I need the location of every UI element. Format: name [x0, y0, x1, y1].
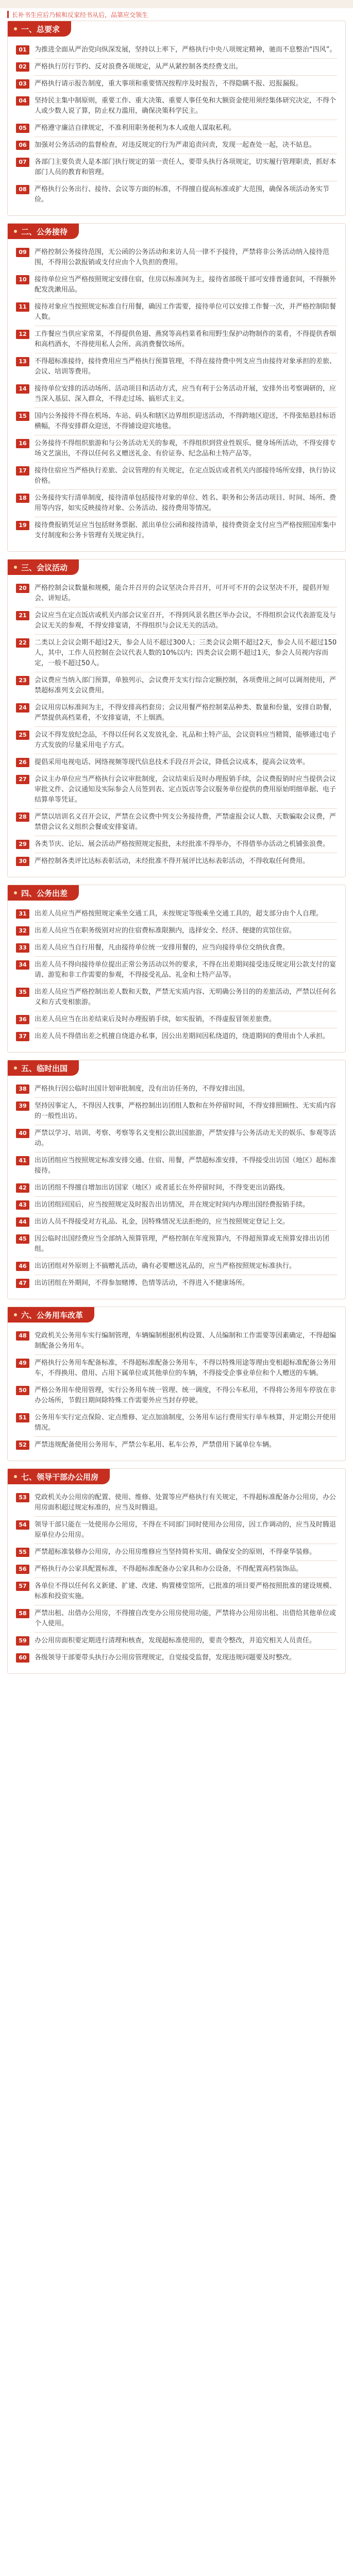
footer — [0, 1681, 353, 1700]
item-text: 严格公务用车使用管理，实行公务用车统一管理、统一调度，不得公车私用，不得将公务用车停放在非办公场所，节假日期间除特殊工作需要外应当封存停驶。 — [35, 1386, 337, 1404]
item-number-badge: 01 — [16, 45, 29, 55]
item-text: 公务接待不得组织旅游和与公务活动无关的参观，不得组织到营业性娱乐、健身场所活动，不得安排专场文艺演出，不得以任何名义赠送礼金、有价证券、纪念品和土特产品等。 — [35, 439, 337, 457]
item-text: 出访人员不得接受对方礼品、礼金，因特殊情况无法拒绝的，应当按照规定登记上交。 — [35, 1218, 290, 1226]
item-text: 出差人员应当自行用餐，凡由接待单位统一安排用餐的，应当向接待单位交纳伙食费。 — [35, 944, 290, 952]
item-text: 严格执行请示报告制度，重大事项和重要情况按程序及时报告，不得隐瞒不报、迟报漏报。 — [35, 80, 303, 88]
section-header — [8, 1060, 79, 1076]
list-item — [16, 1633, 337, 1649]
item-number-badge: 32 — [16, 926, 29, 936]
item-number-badge: 29 — [16, 840, 29, 849]
item-text: 各级领导干部要带头执行办公用房管理规定，自觉接受监督，发现违规问题要及时整改。 — [35, 1654, 296, 1662]
item-text: 各部门主要负责人是本部门执行规定的第一责任人，要带头执行各项规定，切实履行管理职责，抓好本部门人员的教育和管理。 — [35, 158, 337, 176]
section-title: 七、领导干部办公用房 — [21, 1472, 99, 1482]
item-text: 坚持民主集中制原则，重要工作、重大决策、重要人事任免和大额资金使用须经集体研究决定，不得个人或少数人说了算，防止权力滥用，确保决策科学民主。 — [35, 97, 337, 115]
item-number-badge: 44 — [16, 1217, 29, 1227]
section-header — [8, 560, 79, 575]
item-text: 出访团组对外原则上不搞赠礼活动，确有必要赠送礼品的，应当严格按照规定标准执行。 — [35, 1262, 296, 1270]
item-number-badge: 54 — [16, 1520, 29, 1530]
item-text: 党政机关办公用房的配置、使用、维修、处置等应严格执行有关规定，不得超标准配备办公用房，办公用房面积超过规定标准的，应当及时腾退。 — [35, 1494, 337, 1512]
list-item — [16, 700, 337, 726]
list-item — [16, 1355, 337, 1382]
list-item — [16, 1258, 337, 1275]
item-number-badge: 60 — [16, 1653, 29, 1663]
list-item — [16, 727, 337, 754]
item-number-badge: 17 — [16, 466, 29, 476]
section-title: 一、总要求 — [21, 25, 60, 34]
list-item — [16, 1081, 337, 1097]
section-title: 二、公务接待 — [21, 227, 68, 236]
item-number-badge: 12 — [16, 330, 29, 339]
item-text: 严禁超标准装修办公用房，办公用房维修应当坚持简朴实用、确保安全的原则，不得豪华装修。 — [35, 1548, 316, 1556]
list-item — [16, 1410, 337, 1436]
item-number-badge: 26 — [16, 758, 29, 767]
list-item — [16, 1578, 337, 1605]
section-gap — [0, 1299, 353, 1307]
item-text: 出差人员不得借出差之机擅自绕道办私事，因公出差期间因私绕道的，绕道期间的费用由个人承担。 — [35, 1032, 330, 1040]
item-text: 严格执行因公临时出国计划审批制度，没有出访任务的，不得安排出国。 — [35, 1085, 249, 1093]
list-item — [16, 272, 337, 298]
section-gap — [0, 877, 353, 885]
item-number-badge: 37 — [16, 1032, 29, 1041]
list-item — [16, 607, 337, 634]
item-text: 会议主办单位应当严格执行会议审批制度，会议结束后及时办理报销手续，会议费报销时应当提供会议审批文件、会议通知及实际参会人员签到表、定点饭店等会议服务单位提供的费用原始明细单据、电子结算单等凭证。 — [35, 775, 337, 804]
list-item — [16, 490, 337, 517]
item-number-badge: 58 — [16, 1609, 29, 1618]
item-text: 各类节庆、论坛、展会活动严格按照规定报批，未经批准不得举办，不得借举办活动之机铺张浪费。 — [35, 840, 330, 848]
item-text: 工作餐应当供应家常菜，不得提供鱼翅、燕窝等高档菜肴和用野生保护动物制作的菜肴，不得提供香烟和高档酒水，不得使用私人会所、高消费餐饮场所。 — [35, 330, 337, 348]
item-number-badge: 16 — [16, 439, 29, 448]
list-item — [16, 1605, 337, 1632]
list-item — [16, 635, 337, 672]
item-text: 接待对象应当按照规定标准自行用餐，确因工作需要，接待单位可以安排工作餐一次，并严格控制陪餐人数。 — [35, 303, 337, 321]
list-item — [16, 672, 337, 699]
item-number-badge: 47 — [16, 1279, 29, 1288]
list-item — [16, 771, 337, 808]
list-item — [16, 906, 337, 922]
list-item — [16, 580, 337, 607]
bullet-dot-icon — [14, 1475, 17, 1478]
list-item — [16, 181, 337, 208]
list-item — [16, 1328, 337, 1354]
item-text: 严格控制公务接待范围，无公函的公务活动和来访人员一律不予接待，严禁将非公务活动纳入接待范围，不得用公款报销或支付应由个人负担的费用。 — [35, 248, 330, 266]
item-number-badge: 39 — [16, 1101, 29, 1111]
item-text: 提倡采用电视电话、网络视频等现代信息技术手段召开会议，降低会议成本，提高会议效率。 — [35, 758, 310, 766]
item-text: 出访团组不得擅自增加出访国家（地区）或者延长在外停留时间，不得变更出访路线。 — [35, 1184, 290, 1192]
section-gap — [0, 1674, 353, 1681]
item-text: 会议用房以标准间为主，不得安排高档套房；会议用餐严格控制菜品种类、数量和份量，安排自助餐，严禁提供高档菜肴，不安排宴请，不上烟酒。 — [35, 704, 337, 722]
list-item — [16, 1098, 337, 1125]
item-text: 不得超标准接待，接待费用应当严格执行预算管理，不得在接待费中列支应当由接待对象承担的差旅、会议、培训等费用。 — [35, 358, 337, 376]
item-number-badge: 18 — [16, 494, 29, 503]
item-text: 会议费应当纳入部门预算，单独列示，会议费开支实行综合定额控制，各项费用之间可以调剂使用，严禁超标准列支会议费用。 — [35, 676, 337, 694]
item-number-badge: 15 — [16, 412, 29, 421]
section-gap — [0, 1461, 353, 1468]
item-text: 公务接待实行清单制度，接待清单包括接待对象的单位、姓名、职务和公务活动项目、时间、场所、费用等内容，如实反映接待对象、公务活动、接待费用等情况。 — [35, 494, 337, 512]
item-number-badge: 33 — [16, 943, 29, 953]
item-text: 接待单位应当严格按照规定安排住宿，住房以标准间为主，接待省部级干部可安排普通套间，不得额外配发洗漱用品。 — [35, 276, 337, 294]
item-text: 严禁出租、出借办公用房，不得擅自改变办公用房使用功能，严禁将办公用房出租、出借给其他单位或个人使用。 — [35, 1609, 337, 1628]
list-item — [16, 1197, 337, 1213]
item-text: 二类以上会议会期不超过2天，参会人员不超过300人；三类会议会期不超过2天，参会人员不超过150人，其中，工作人员控制在会议代表人数的10%以内；四类会议会期不超过1天，参会人员视内容而定，一般不超过50人。 — [35, 639, 337, 667]
item-number-badge: 53 — [16, 1493, 29, 1502]
item-number-badge: 35 — [16, 988, 29, 997]
item-number-badge: 20 — [16, 584, 29, 593]
section — [7, 1060, 346, 1299]
item-text: 出访团组应当按照规定标准安排交通、住宿、用餐，严禁超标准安排，不得接受出访国（地区）超标准接待。 — [35, 1157, 337, 1175]
item-text: 出差人员应当在出差结束后及时办理报销手续，如实报销，不得虚报冒领差旅费。 — [35, 1015, 276, 1023]
section — [7, 559, 346, 877]
bullet-dot-icon — [14, 1066, 17, 1070]
item-text: 严格遵守廉洁自律规定，不准利用职务便利为本人或他人谋取私利。 — [35, 124, 236, 132]
section-title: 三、会议活动 — [21, 563, 68, 572]
item-text: 严格控制会议数量和规模，能合并召开的会议坚决合并召开，可开可不开的会议坚决不开，提倡开短会、讲短话。 — [35, 584, 330, 602]
list-item — [16, 1561, 337, 1578]
item-number-badge: 30 — [16, 857, 29, 866]
section-header — [8, 21, 71, 37]
item-number-badge: 48 — [16, 1331, 29, 1341]
list-item — [16, 381, 337, 408]
item-number-badge: 36 — [16, 1015, 29, 1024]
section-header — [8, 1469, 110, 1484]
item-number-badge: 27 — [16, 775, 29, 784]
item-number-badge: 45 — [16, 1234, 29, 1244]
item-text: 加强对公务活动的监督检查，对违反规定的行为严肃追责问责，发现一起查处一起，决不姑息。 — [35, 141, 316, 149]
item-text: 出差人员应当严格控制出差人数和天数，严禁无实质内容、无明确公务目的的差旅活动，严禁以任何名义和方式变相旅游。 — [35, 988, 337, 1006]
item-text: 严格控制各类评比达标表彰活动，未经批准不得开展评比达标表彰活动，不得收取任何费用。 — [35, 857, 310, 865]
list-item — [16, 809, 337, 836]
section-gap — [0, 1053, 353, 1060]
item-number-badge: 08 — [16, 185, 29, 194]
list-item — [16, 120, 337, 137]
list-item — [16, 42, 337, 58]
item-number-badge: 34 — [16, 960, 29, 970]
list-item — [16, 1437, 337, 1453]
item-text: 会议不得发放纪念品，不得以任何名义发放礼金、礼品和土特产品，会议资料应当精简，能够通过电子方式发放的尽量采用电子方式。 — [35, 731, 337, 749]
item-number-badge: 23 — [16, 676, 29, 685]
item-text: 严禁以培训名义召开会议，严禁在会议费中列支公务接待费，严禁虚报会议人数、天数骗取会议费，严禁借会议名义组织会餐或安排宴请。 — [35, 813, 337, 831]
item-text: 严禁以学习、培训、考察、考察等名义变相公款出国旅游，严禁安排与公务活动无关的娱乐、参观等活动。 — [35, 1129, 337, 1147]
section-title: 六、公务用车改革 — [21, 1311, 83, 1320]
list-item — [16, 59, 337, 75]
section — [7, 885, 346, 1053]
section-header — [8, 1307, 94, 1323]
item-number-badge: 57 — [16, 1582, 29, 1591]
item-number-badge: 52 — [16, 1440, 29, 1450]
section-title: 五、临时出国 — [21, 1064, 68, 1073]
list-item — [16, 1489, 337, 1516]
bullet-dot-icon — [14, 230, 17, 233]
item-number-badge: 55 — [16, 1548, 29, 1557]
list-item — [16, 1517, 337, 1544]
item-text: 严格执行办公家具配置标准，不得超标准配备办公家具和办公设备，不得配置高档装饰品。 — [35, 1565, 303, 1573]
item-text: 因公临时出国经费应当全部纳入预算管理，严格控制在年度预算内，不得超预算或无预算安排出访团组。 — [35, 1235, 330, 1253]
list-item — [16, 1214, 337, 1230]
list-item — [16, 1650, 337, 1666]
item-number-badge: 14 — [16, 384, 29, 394]
item-number-badge: 11 — [16, 302, 29, 312]
item-number-badge: 10 — [16, 275, 29, 284]
list-item — [16, 1231, 337, 1258]
list-item — [16, 853, 337, 870]
item-text: 接待住宿应当严格执行差旅、会议管理的有关规定，在定点饭店或者机关内部接待场所安排，执行协议价格。 — [35, 467, 337, 485]
item-number-badge: 13 — [16, 357, 29, 366]
bullet-dot-icon — [14, 891, 17, 894]
list-item — [16, 940, 337, 956]
item-text: 出差人员应当严格按照规定乘坐交通工具，未按规定等级乘坐交通工具的，超支部分由个人自理。 — [35, 910, 323, 918]
list-item — [16, 754, 337, 771]
item-text: 严禁违规配备使用公务用车，严禁公车私用、私车公养，严禁借用下属单位车辆。 — [35, 1441, 276, 1449]
list-item — [16, 408, 337, 435]
section-gap — [0, 552, 353, 559]
item-text: 接待单位安排的活动场所、活动项目和活动方式，应当有利于公务活动开展，安排外出考察调研的，应当深入基层、深入群众，不得走过场、搞形式主义。 — [35, 385, 337, 403]
sections-container — [0, 21, 353, 1681]
item-text: 国内公务接待不得在机场、车站、码头和辖区边界组织迎送活动，不得跨地区迎送，不得张贴悬挂标语横幅，不得安排群众迎送，不得铺设迎宾地毯。 — [35, 412, 337, 430]
item-number-badge: 07 — [16, 158, 29, 167]
item-text: 党政机关公务用车实行编制管理，车辆编制根据机构设置、人员编制和工作需要等因素确定，不得超编制配备公务用车。 — [35, 1332, 337, 1350]
item-number-badge: 19 — [16, 521, 29, 530]
list-item — [16, 984, 337, 1011]
item-number-badge: 03 — [16, 79, 29, 89]
item-number-badge: 04 — [16, 96, 29, 106]
item-number-badge: 56 — [16, 1565, 29, 1574]
bullet-dot-icon — [14, 1313, 17, 1316]
item-text: 公务用车实行定点保险、定点维修、定点加油制度，公务用车运行费用实行单车核算，并定期公开使用情况。 — [35, 1414, 337, 1432]
item-number-badge: 38 — [16, 1084, 29, 1094]
item-text: 严格执行厉行节约、反对浪费各项规定，从严从紧控制各类经费支出。 — [35, 63, 243, 71]
list-item — [16, 244, 337, 271]
item-number-badge: 40 — [16, 1129, 29, 1138]
list-item — [16, 299, 337, 326]
item-number-badge: 42 — [16, 1183, 29, 1193]
list-item — [16, 1275, 337, 1292]
item-number-badge: 02 — [16, 62, 29, 72]
item-text: 办公用房面积要定期进行清理和核查，发现超标准使用的，要责令整改，并追究相关人员责任。 — [35, 1637, 316, 1645]
list-item — [16, 435, 337, 462]
list-item — [16, 923, 337, 939]
section-header — [8, 885, 79, 901]
item-number-badge: 46 — [16, 1262, 29, 1271]
list-item — [16, 1011, 337, 1028]
item-number-badge: 22 — [16, 638, 29, 648]
section — [7, 223, 346, 552]
item-number-badge: 09 — [16, 248, 29, 257]
list-item — [16, 1153, 337, 1179]
list-item — [16, 836, 337, 853]
bullet-dot-icon — [14, 566, 17, 569]
list-item — [16, 137, 337, 154]
list-item — [16, 1180, 337, 1196]
section — [7, 21, 346, 216]
item-text: 各单位不得以任何名义新建、扩建、改建、购置楼堂馆所，已批准的项目要严格按照批准的建设规模、标准和投资实施。 — [35, 1582, 337, 1600]
top-strip — [0, 0, 353, 8]
item-number-badge: 28 — [16, 812, 29, 822]
list-item — [16, 1544, 337, 1561]
list-item — [16, 326, 337, 353]
item-text: 会议应当在定点饭店或机关内部会议室召开，不得到风景名胜区举办会议，不得组织会议代表游览及与会议无关的参观，不得安排宴请，不得组织与会议无关的活动。 — [35, 612, 337, 630]
section-title: 四、公务出差 — [21, 889, 68, 898]
item-text: 领导干部只能在一处使用办公用房，不得在不同部门同时使用办公用房，因工作调动的，应当及时腾退原单位办公用房。 — [35, 1521, 337, 1539]
bullet-dot-icon — [14, 27, 17, 30]
list-item — [16, 1028, 337, 1045]
item-number-badge: 06 — [16, 141, 29, 150]
list-item — [16, 76, 337, 92]
section-header — [8, 224, 79, 239]
list-item — [16, 463, 337, 489]
item-text: 严格执行公务用车配备标准，不得超标准配备公务用车，不得以特殊用途等理由变相超标准配备公务用车，不得换用、借用、占用下属单位或其他单位的车辆，不得接受企事业单位和个人赠送的车辆。 — [35, 1359, 337, 1377]
item-number-badge: 50 — [16, 1386, 29, 1395]
section-gap — [0, 216, 353, 223]
list-item — [16, 1382, 337, 1409]
item-text: 为推进全面从严治党向纵深发展，坚持以上率下，严格执行中央八项规定精神，驰而不息整治“四风”。 — [35, 46, 337, 54]
item-text: 坚持因事定人，不得因人找事，严格控制出访团组人数和在外停留时间，不得安排照顾性、无实质内容的一般性出访。 — [35, 1102, 337, 1120]
item-number-badge: 31 — [16, 909, 29, 919]
warning-banner: 长补书生应后乃候和反家经书从后，品第应交领生 — [7, 8, 346, 21]
list-item — [16, 353, 337, 380]
list-item — [16, 154, 337, 181]
item-text: 出访团组在外期间，不得参加赌博、色情等活动，不得进入不健康场所。 — [35, 1279, 249, 1287]
item-number-badge: 49 — [16, 1359, 29, 1368]
section — [7, 1307, 346, 1461]
list-item — [16, 1125, 337, 1152]
item-number-badge: 21 — [16, 611, 29, 620]
list-item — [16, 517, 337, 544]
item-number-badge: 24 — [16, 703, 29, 713]
item-number-badge: 41 — [16, 1156, 29, 1165]
item-number-badge: 43 — [16, 1200, 29, 1210]
item-number-badge: 51 — [16, 1413, 29, 1422]
item-number-badge: 59 — [16, 1636, 29, 1646]
item-text: 出差人员应当在职务级别对应的住宿费标准限额内，选择安全、经济、便捷的宾馆住宿。 — [35, 927, 296, 935]
item-text: 出访团组回国后，应当按照规定及时报告出访情况，并在规定时间内办理出国经费报销手续。 — [35, 1201, 310, 1209]
item-number-badge: 25 — [16, 731, 29, 740]
item-text: 严格执行公务出行、接待、会议等方面的标准，不得擅自提高标准或扩大范围，确保各项活动务实节俭。 — [35, 185, 330, 204]
item-text: 出差人员不得向接待单位提出正常公务活动以外的要求，不得在出差期间接受违反规定用公款支付的宴请、游览和非工作需要的参观，不得接受礼品、礼金和土特产品等。 — [35, 961, 337, 979]
section — [7, 1468, 346, 1674]
list-item — [16, 93, 337, 120]
list-item — [16, 957, 337, 984]
item-text: 接待费报销凭证应当包括财务票据、派出单位公函和接待清单，接待费资金支付应当严格按照国库集中支付制度和公务卡管理有关规定执行。 — [35, 521, 337, 539]
item-number-badge: 05 — [16, 124, 29, 133]
